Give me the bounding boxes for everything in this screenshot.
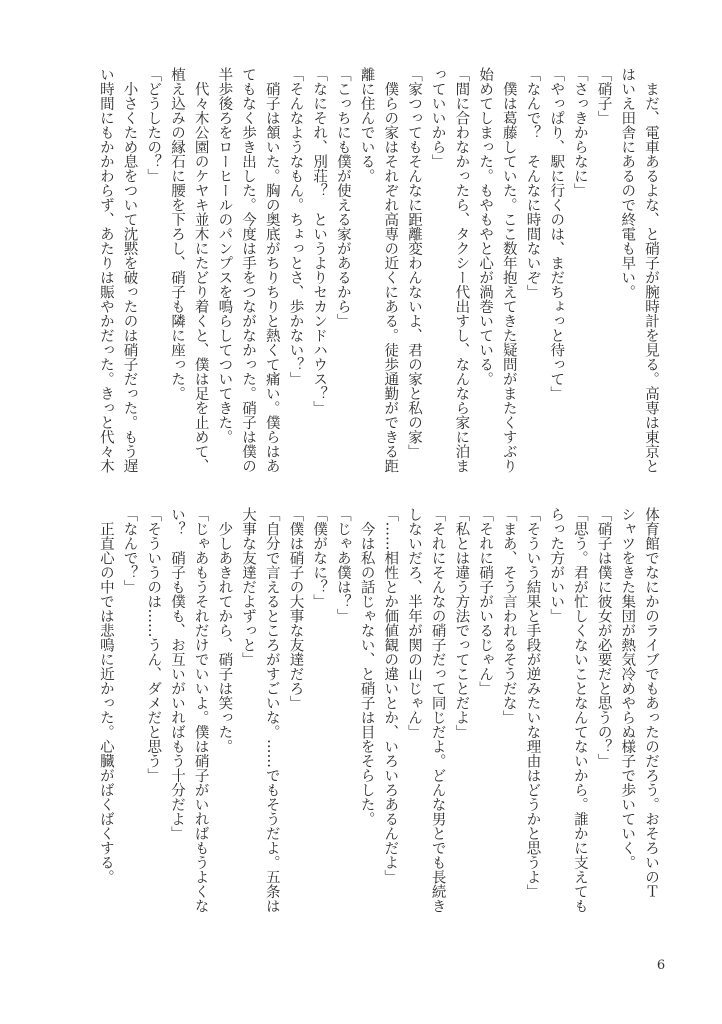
text-line: 「さっきからなに」 [571, 67, 588, 198]
text-line: 代々木公園のケヤキ並木にたどり着くと、僕は足を止めて、 [192, 67, 209, 473]
text-line: 僕は葛藤していた。ここ数年抱えてきた疑問がまたくすぶり [500, 67, 517, 473]
text-line: らった方がいい」 [548, 507, 565, 623]
text-block-top [93, 67, 662, 473]
text-block-bottom [93, 507, 662, 913]
text-line: 「そんなようなもん。ちょっとさ、歩かない？」 [287, 67, 304, 386]
text-line: 植え込みの縁石に腰を下ろし、硝子も隣に座った。 [168, 67, 185, 401]
text-line: 始めてしまった。もやもやと心が渦巻いている。 [477, 67, 494, 386]
text-line: 「じゃあ僕は？」 [334, 507, 351, 623]
text-line: 「そういうのは……うん、ダメだと思う」 [145, 507, 162, 783]
text-line: 「なにそれ、別荘？ というよりセカンドハウス？」 [311, 67, 328, 415]
text-line: 体育館でなにかのライブでもあったのだろう。おそろいのＴ [643, 507, 659, 899]
text-line: 「自分で言えるところがすごいな。……でもそうだよ。五条は [263, 507, 280, 913]
text-line: 「私とは違う方法でってことだよ」 [453, 507, 470, 739]
text-line: 「それにそんなの硝子だって同じだよ。どんな男とでも長続き [429, 507, 446, 913]
text-line: 「まあ、そう言われるそうだな」 [500, 507, 517, 725]
text-line: 「思う。君が忙しくないことなんてないから。誰かに支えても [571, 507, 588, 913]
text-line: 「なんで？」 [121, 507, 138, 594]
text-line: 正直心の中では悲鳴に近かった。心臓がばくばくする。 [97, 507, 114, 884]
text-line: てもなく歩き出した。今度は手をつながなかった。硝子は僕の [240, 67, 257, 473]
text-line: シャツをきた集団が熱気冷めやらぬ様子で歩いていく。 [619, 507, 636, 870]
text-line: 「僕は硝子の大事な友達だろ」 [287, 507, 304, 710]
text-line: 「間に合わなかったら、タクシー代出すし、なんなら家に泊ま [453, 67, 470, 473]
text-line: 少しあきれてから、硝子は笑った。 [216, 507, 233, 754]
text-line: 「……相性とか価値観の違いとか、いろいろあるんだよ」 [382, 507, 399, 884]
text-line: 小さくため息をついて沈黙を破ったのは硝子だった。もう遅 [121, 67, 138, 473]
text-line: 離に住んでいる。 [358, 67, 375, 183]
text-line: 硝子は頷いた。胸の奥底がちりちりと熱くて痛い。僕らはあ [263, 67, 280, 473]
text-line: っていいから」 [429, 67, 446, 169]
text-line: 今は私の話じゃない、と硝子は目をそらした。 [358, 507, 375, 826]
text-line: 半歩後ろをローヒールのパンプスを鳴らしてついてきた。 [216, 67, 233, 444]
text-line: 「そういう結果と手段が逆みたいな理由はどうかと思うよ」 [524, 507, 541, 899]
text-line: しないだろ、半年が関の山じゃん」 [405, 507, 422, 739]
text-line: 「硝子は僕に彼女が必要だと思うの？」 [595, 507, 612, 768]
text-line: 「どうしたの？」 [145, 67, 162, 183]
text-line: い？ 硝子も僕も、お互いがいればもう十分だよ」 [168, 507, 185, 841]
text-line: 「僕がなに？」 [311, 507, 328, 609]
page-number: 6 [656, 958, 666, 973]
text-line: 「なんで？ そんなに時間ないぞ」 [524, 67, 541, 299]
text-line: 僕らの家はそれぞれ高専の近くにある。徒歩通勤ができる距 [382, 67, 399, 473]
text-line: はいえ田舎にあるので終電も早い。 [619, 67, 636, 299]
text-line: 大事な友達だよずっと」 [240, 507, 257, 667]
text-line: 「硝子」 [595, 67, 612, 125]
text-line: 「じゃあもうそれだけでいいよ。僕は硝子がいればもうよくな [192, 507, 209, 913]
text-line: 「それに硝子がいるじゃん」 [477, 507, 494, 696]
text-line: 「やっぱり、駅に行くのは、まだちょっと待って」 [548, 67, 565, 401]
text-line: い時間にもかかわらず、あたりは賑やかだった。きっと代々木 [97, 67, 114, 473]
text-line: まだ、電車あるよな、と硝子が腕時計を見る。高専は東京と [643, 67, 659, 473]
text-line: 「こっちにも僕が使える家があるから」 [334, 67, 351, 328]
text-line: 「家つってもそんなに距離変わんないよ、君の家と私の家」 [405, 67, 422, 459]
